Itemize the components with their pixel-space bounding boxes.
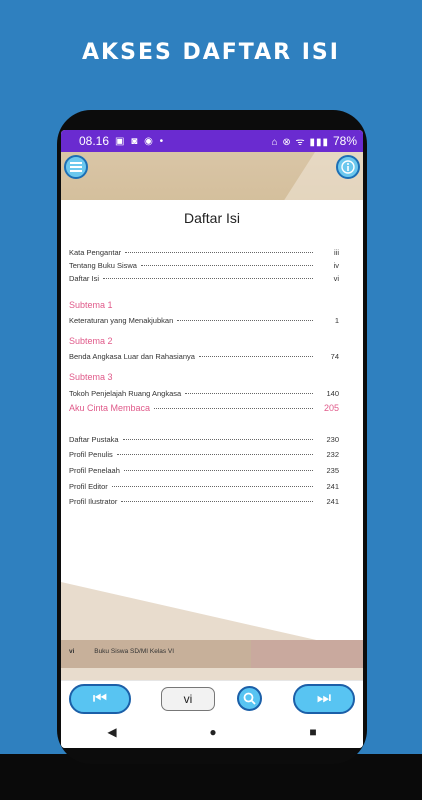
toc-entry[interactable] <box>69 466 339 475</box>
toc-entry[interactable] <box>69 352 339 361</box>
toc-entry-special[interactable] <box>69 403 339 413</box>
footer-page-number: vi <box>69 648 75 655</box>
toc-entry[interactable] <box>69 274 339 283</box>
toc-entry-label: Profil Ilustrator <box>69 497 118 506</box>
phone-screen <box>61 130 363 748</box>
battery-level: 78% <box>332 134 357 148</box>
toc-entry-label: Kata Pengantar <box>69 248 122 257</box>
toc-entry-label: Tentang Buku Siswa <box>69 261 137 270</box>
notification-icons: ▣ ◙ ◉ • <box>115 135 166 147</box>
leader-dots <box>112 486 313 487</box>
status-time: 08.16 <box>79 134 110 148</box>
footer-book-title: Buku Siswa SD/MI Kelas VI <box>94 648 175 655</box>
toc-entry[interactable] <box>69 450 339 459</box>
leader-dots <box>125 252 313 253</box>
system-navigation-bar <box>61 716 363 748</box>
next-page-button[interactable] <box>293 684 355 714</box>
toc-entry-page: 140 <box>326 389 339 398</box>
toc-entry-page: 1 <box>334 316 339 325</box>
page-footer-decoration <box>61 582 363 680</box>
search-button[interactable] <box>237 686 262 711</box>
toc-entry[interactable] <box>69 316 339 325</box>
toc-entry-label: Profil Penulis <box>69 450 113 459</box>
subtema-heading: Subtema 3 <box>69 372 113 382</box>
leader-dots <box>103 278 313 279</box>
previous-page-button[interactable] <box>69 684 131 714</box>
toc-entry-page: 241 <box>326 497 339 506</box>
leader-dots <box>123 439 313 440</box>
skip-previous-icon: ⏮ <box>92 690 108 707</box>
skip-next-icon: ⏭ <box>316 690 332 707</box>
search-icon <box>243 692 256 705</box>
toc-title: Daftar Isi <box>183 210 240 226</box>
toc-entry-label: Daftar Pustaka <box>69 435 119 444</box>
toc-entry-page: 235 <box>326 466 339 475</box>
info-button[interactable] <box>336 155 360 179</box>
leader-dots <box>185 393 313 394</box>
toc-entry-page: 74 <box>330 352 339 361</box>
toc-entry-page: 232 <box>326 450 339 459</box>
toc-entry-label: Profil Editor <box>69 482 108 491</box>
leader-dots <box>117 454 313 455</box>
toc-entry-page: 205 <box>323 403 339 413</box>
toc-entry-label: Daftar Isi <box>69 274 100 283</box>
subtema-heading: Subtema 2 <box>69 336 113 346</box>
toc-entry[interactable] <box>69 435 339 444</box>
toc-entry[interactable] <box>69 497 339 506</box>
leader-dots <box>199 356 313 357</box>
info-icon <box>341 160 355 174</box>
toc-entry-label: Tokoh Penjelajah Ruang Angkasa <box>69 389 182 398</box>
toc-entry-label: Benda Angkasa Luar dan Rahasianya <box>69 352 195 361</box>
toc-entry-label: Profil Penelaah <box>69 466 120 475</box>
home-icon[interactable]: ● <box>209 725 217 739</box>
leader-dots <box>124 470 313 471</box>
toc-entry[interactable] <box>69 482 339 491</box>
menu-icon <box>70 162 82 172</box>
toc-entry-page: iii <box>334 248 339 257</box>
toc-entry-label: Keteraturan yang Menakjubkan <box>69 316 174 325</box>
status-bar <box>61 130 363 152</box>
footer-band-accent <box>251 640 363 668</box>
page-number-input[interactable]: vi <box>161 687 215 711</box>
toc-entry-label: Aku Cinta Membaca <box>69 403 151 413</box>
leader-dots <box>154 408 313 409</box>
recents-icon[interactable]: ■ <box>309 725 317 739</box>
leader-dots <box>121 501 313 502</box>
page-header-decoration <box>61 152 363 202</box>
toc-entry-page: iv <box>333 261 339 270</box>
toc-entry[interactable] <box>69 389 339 398</box>
phone-frame <box>57 110 367 764</box>
headline: AKSES DAFTAR ISI <box>82 40 340 65</box>
toc-entry-page: 230 <box>326 435 339 444</box>
system-status-icons: ⌂ ⊗ ᯤ ▮▮▮ <box>271 137 329 148</box>
menu-button[interactable] <box>64 155 88 179</box>
page-footer <box>69 648 174 655</box>
toc-page <box>61 200 363 632</box>
subtema-heading: Subtema 1 <box>69 300 113 310</box>
reader-navbar <box>61 680 363 716</box>
toc-entry[interactable] <box>69 261 339 270</box>
book-viewer[interactable] <box>61 152 363 680</box>
leader-dots <box>177 320 313 321</box>
back-icon[interactable]: ◀ <box>107 725 117 739</box>
leader-dots <box>141 265 313 266</box>
toc-entry-page: vi <box>333 274 339 283</box>
toc-entry[interactable] <box>69 248 339 257</box>
toc-entry-page: 241 <box>326 482 339 491</box>
